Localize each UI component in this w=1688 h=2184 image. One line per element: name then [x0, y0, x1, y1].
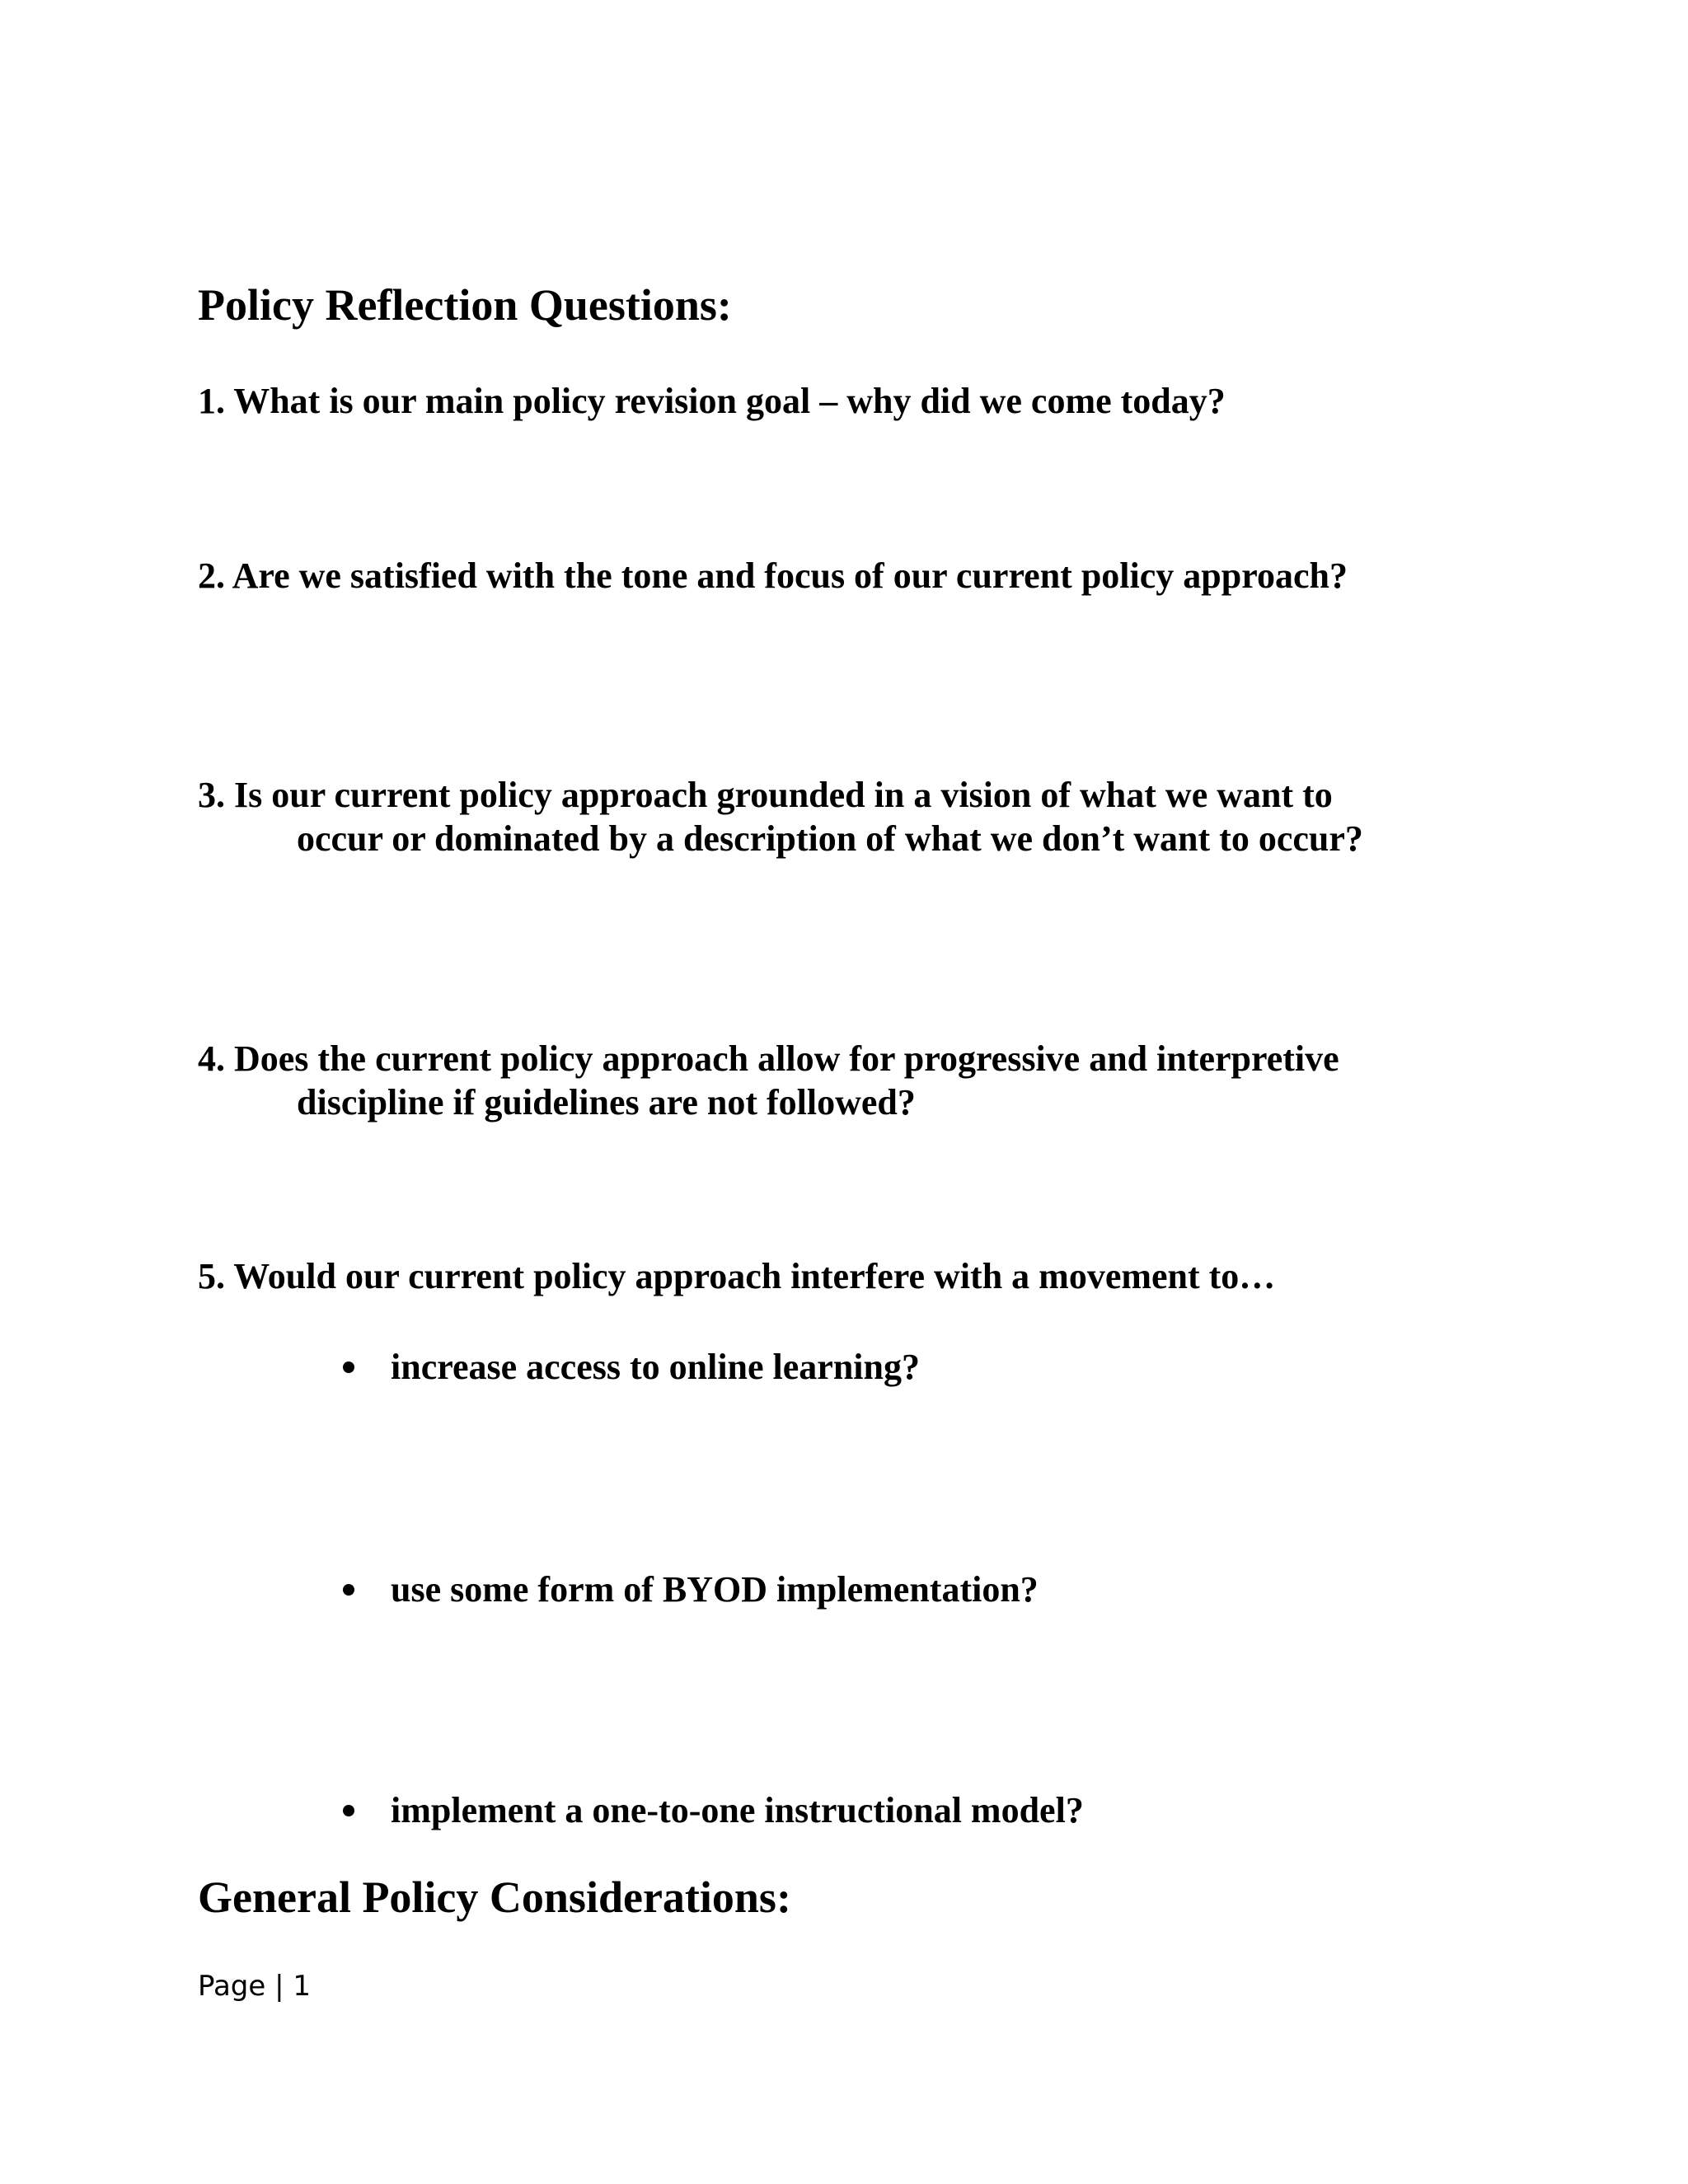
bullet-item [343, 1788, 1084, 1832]
question-5 [198, 1254, 1275, 1298]
question-2-text: 2. Are we satisfied with the tone and focus of our current policy approach? [198, 555, 1348, 596]
bullet-icon [343, 1584, 354, 1596]
bullet-item [343, 1345, 920, 1389]
question-1 [198, 379, 1226, 423]
question-1-text: 1. What is our main policy revision goal – why did we come today? [198, 381, 1226, 421]
section-heading-reflection: Policy Reflection Questions: [198, 280, 732, 330]
question-3-text-line1: 3. Is our current policy approach grounded in a vision of what we want to [198, 775, 1333, 815]
question-3-text-line2: occur or dominated by a description of what we don’t want to occur? [297, 818, 1363, 859]
question-4-text-line2: discipline if guidelines are not followed? [297, 1082, 916, 1122]
question-4 [198, 1037, 1339, 1124]
bullet-icon [343, 1805, 354, 1816]
bullet-item [343, 1568, 1039, 1611]
question-5-text: 5. Would our current policy approach interfere with a movement to… [198, 1256, 1276, 1296]
question-2 [198, 554, 1348, 598]
bullet-item-text: implement a one-to-one instructional model? [391, 1790, 1084, 1830]
section-heading-general: General Policy Considerations: [198, 1872, 791, 1922]
page-number-label: Page | 1 [198, 1970, 312, 2003]
bullet-item-text: increase access to online learning? [391, 1347, 920, 1387]
question-4-text-line1: 4. Does the current policy approach allow for progressive and interpretive [198, 1038, 1339, 1079]
bullet-icon [343, 1361, 354, 1373]
page-footer [198, 1970, 311, 2003]
bullet-item-text: use some form of BYOD implementation? [391, 1569, 1039, 1610]
question-3 [198, 773, 1363, 860]
